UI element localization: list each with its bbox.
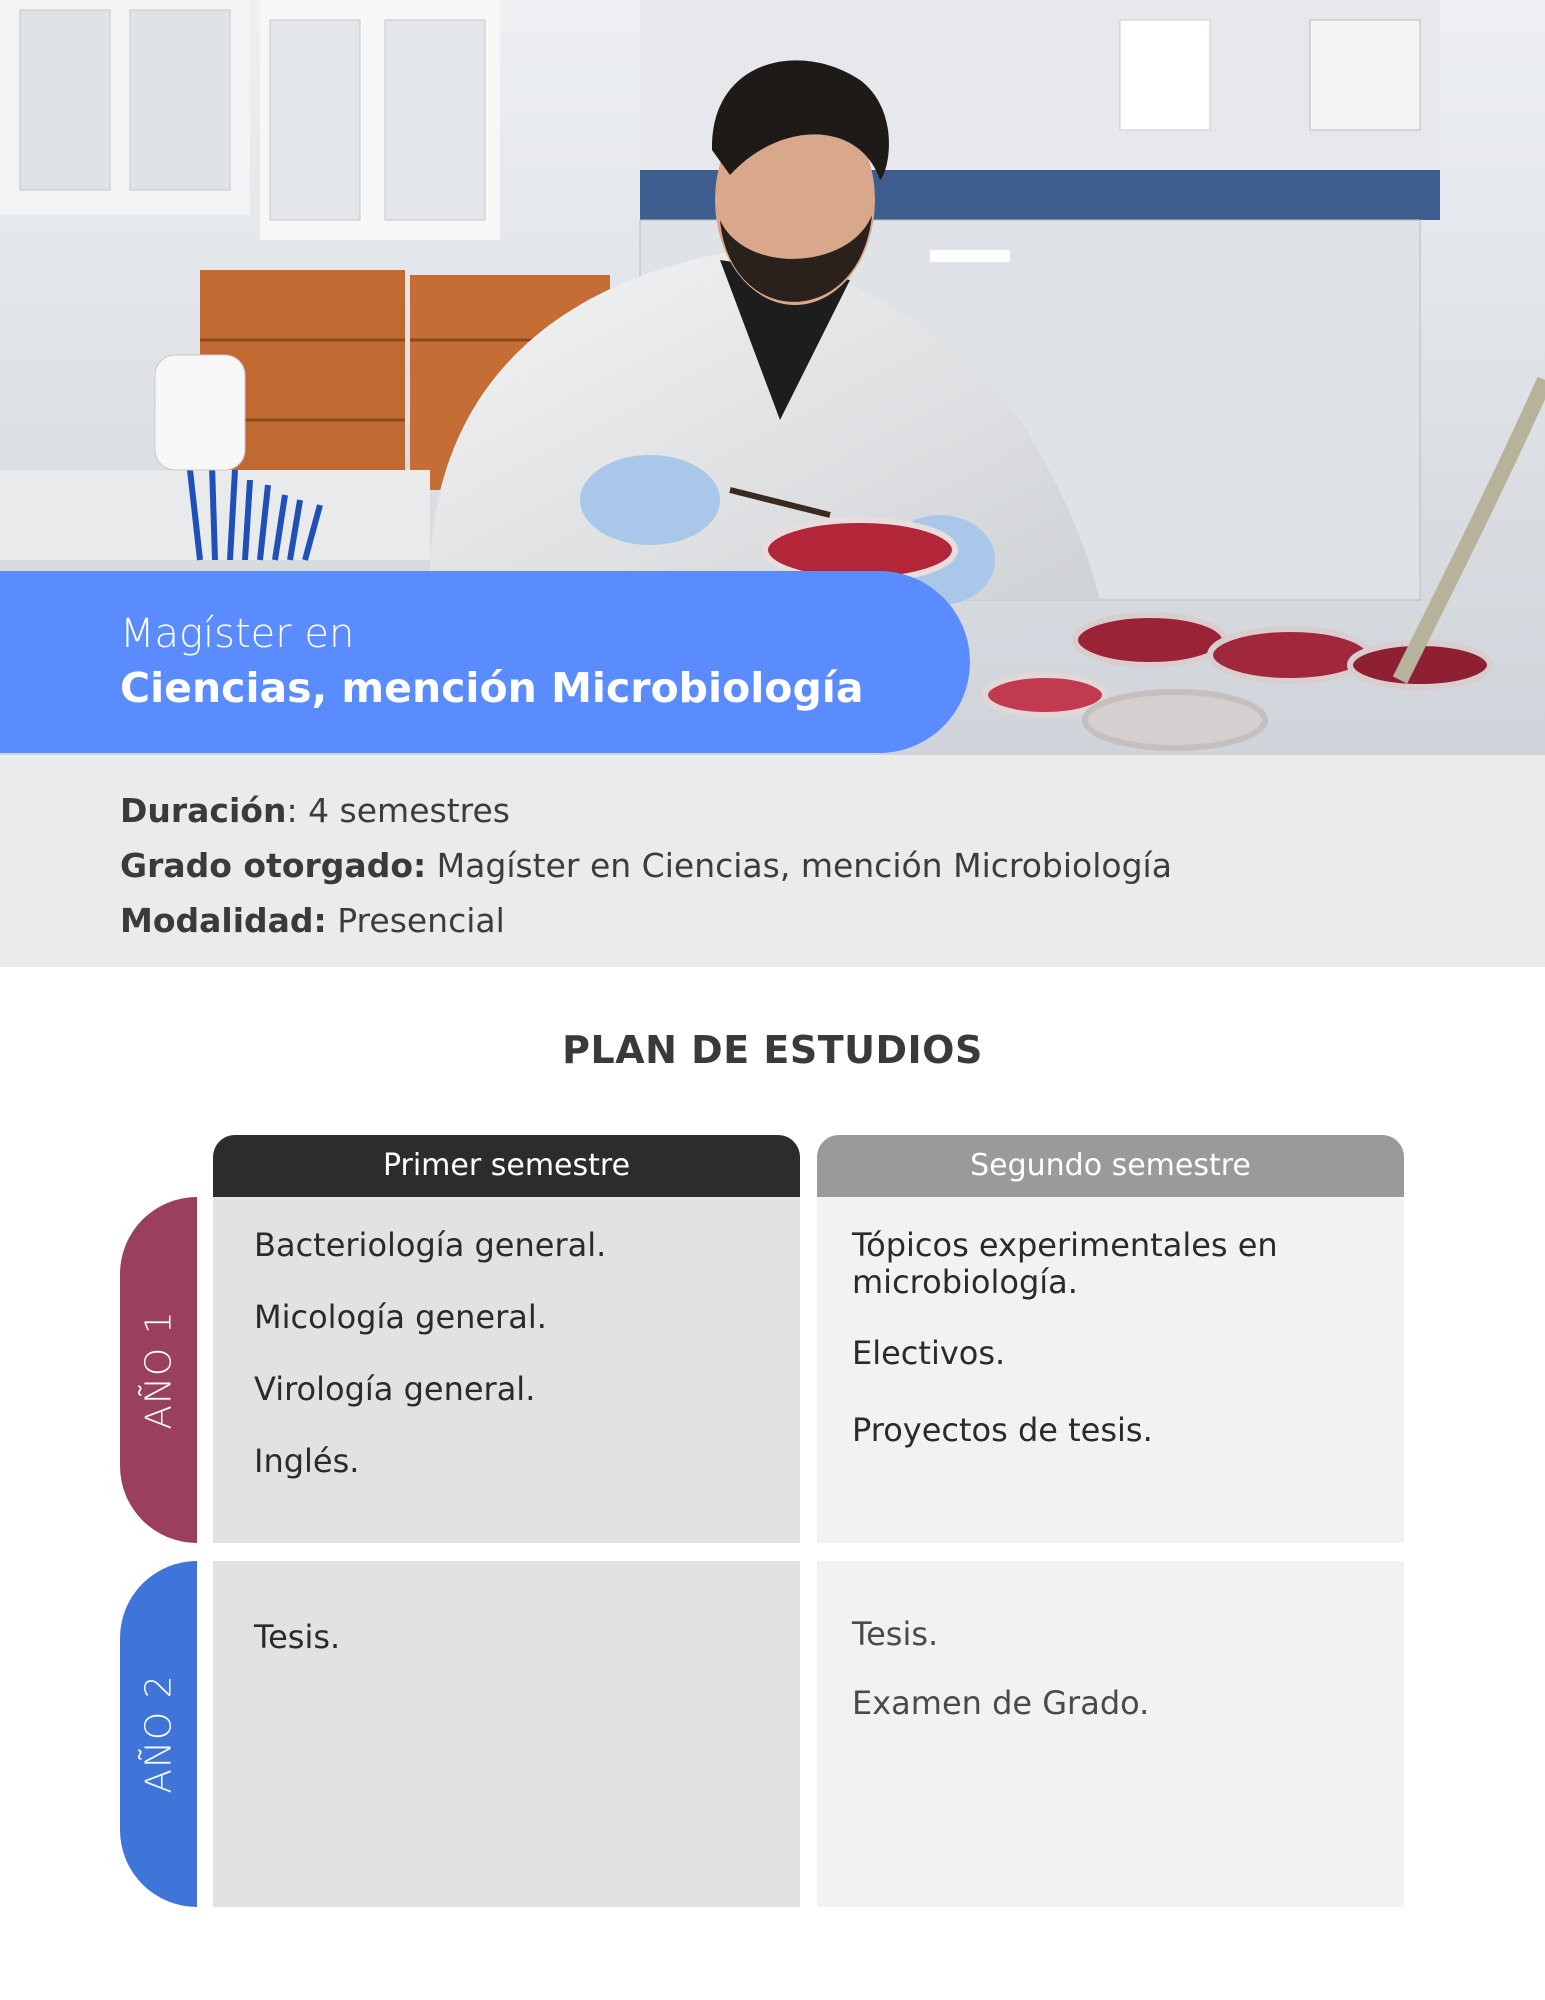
info-grado	[120, 838, 1545, 893]
info-modalidad	[120, 893, 1545, 948]
year-label-1: AÑO 1	[138, 1310, 179, 1430]
info-grado-value: Magíster en Ciencias, mención Microbiología	[426, 846, 1172, 885]
course-item: Examen de Grado.	[852, 1684, 1150, 1722]
year1-first-semester-courses	[213, 1197, 800, 1543]
info-duracion-value: : 4 semestres	[286, 791, 510, 830]
course-item: Tópicos experimentales en microbiología.	[852, 1226, 1278, 1301]
year2-second-semester-courses	[817, 1561, 1404, 1907]
course-item: Micología general.	[254, 1298, 547, 1336]
info-modalidad-value: Presencial	[326, 901, 505, 940]
info-grado-label: Grado otorgado:	[120, 846, 427, 885]
semester-header-first: Primer semestre	[213, 1135, 800, 1197]
year1-second-semester-courses	[817, 1197, 1404, 1543]
course-item: Inglés.	[254, 1442, 360, 1480]
course-item: Tesis.	[852, 1615, 939, 1653]
program-title-prefix: Magíster en	[120, 611, 355, 657]
program-info	[0, 755, 1545, 967]
plan-title: PLAN DE ESTUDIOS	[562, 1028, 983, 1072]
course-item: Proyectos de tesis.	[852, 1411, 1153, 1449]
year-label-2: AÑO 2	[138, 1674, 179, 1794]
course-item: Electivos.	[852, 1334, 1006, 1372]
info-duracion-label: Duración	[120, 791, 287, 830]
course-item: Bacteriología general.	[254, 1226, 607, 1264]
year-tab-1	[120, 1197, 197, 1543]
program-title-banner	[0, 571, 970, 753]
info-duracion	[120, 783, 1545, 838]
hero-photo	[0, 0, 1545, 755]
course-item: Virología general.	[254, 1370, 536, 1408]
year2-first-semester-courses	[213, 1561, 800, 1907]
program-title-name: Ciencias, mención Microbiología	[120, 664, 864, 712]
year-tab-2	[120, 1561, 197, 1907]
info-modalidad-label: Modalidad:	[120, 901, 327, 940]
semester-header-second: Segundo semestre	[817, 1135, 1404, 1197]
course-item: Tesis.	[254, 1618, 341, 1656]
